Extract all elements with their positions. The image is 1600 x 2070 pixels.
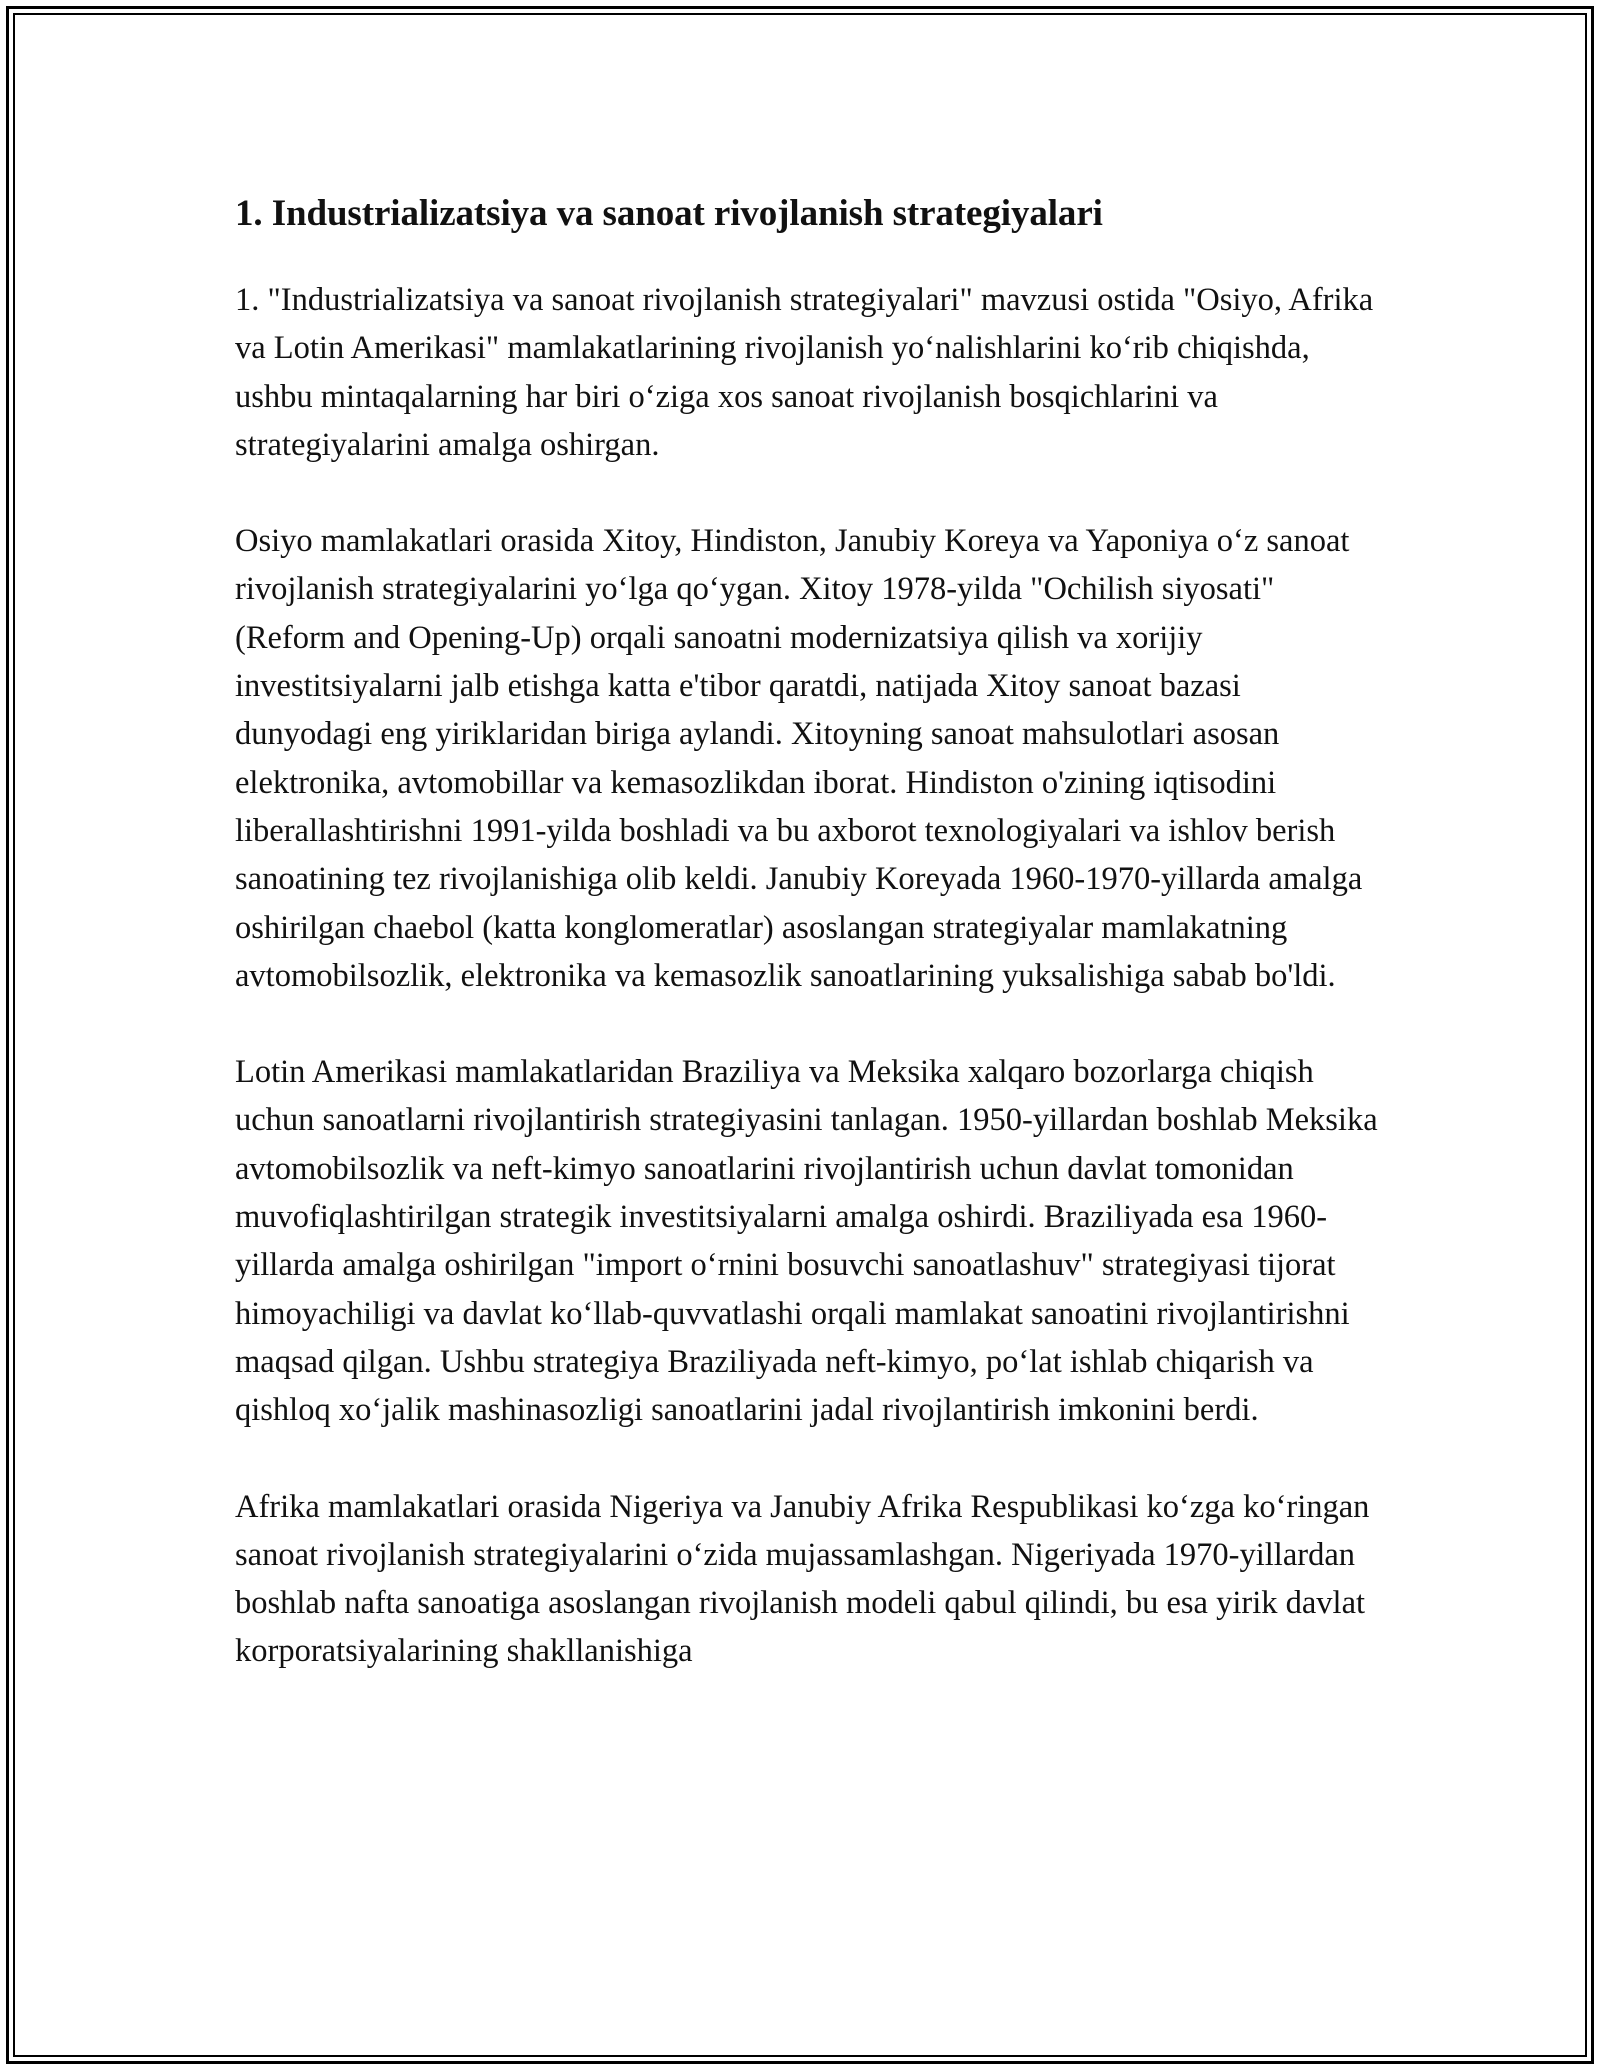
paragraph-intro: 1. "Industrializatsiya va sanoat rivojlanish strategiyalari" mavzusi ostida "Osiyo, Afrika va Lotin Amerikasi" mamlakatlarining rivojlanish yo‘nalishlarini ko‘rib chiqishda, ushbu mintaqalarning har biri o‘ziga xos sanoat rivojlanish bosqichlarini va strategiyalarini amalga oshirgan. bbox=[235, 282, 1374, 463]
section-heading: 1. Industrializatsiya va sanoat rivojlanish strategiyalari bbox=[235, 193, 1103, 234]
paragraph-latin-america: Lotin Amerikasi mamlakatlaridan Braziliya va Meksika xalqaro bozorlarga chiqish uchun sanoatlarni rivojlantirish strategiyasini tanlagan. 1950-yillardan boshlab Meksika avtomobilsozlik va neft-kimyo sanoatlarini rivojlantirish uchun davlat tomonidan muvofiqlashtirilgan strategik investitsiyalarni amalga oshirdi. Braziliyada esa 1960-yillarda amalga oshirilgan "import o‘rnini bosuvchi sanoatlashuv" strategiyasi tijorat himoyachiligi va davlat ko‘llab-quvvatlashi orqali mamlakat sanoatini rivojlantirishni maqsad qilgan. Ushbu strategiya Braziliyada neft-kimyo, po‘lat ishlab chiqarish va qishloq xo‘jalik mashinasozligi sanoatlarini jadal rivojlantirish imkonini berdi. bbox=[235, 1054, 1378, 1429]
paragraph-asia: Osiyo mamlakatlari orasida Xitoy, Hindiston, Janubiy Koreya va Yaponiya o‘z sanoat rivojlanish strategiyalarini yo‘lga qo‘ygan. Xitoy 1978-yilda "Ochilish siyosati" (Reform and Opening-Up) orqali sanoatni modernizatsiya qilish va xorijiy investitsiyalarni jalb etishga katta e'tibor qaratdi, natijada Xitoy sanoat bazasi dunyodagi eng yiriklaridan biriga aylandi. Xitoyning sanoat mahsulotlari asosan elektronika, avtomobillar va kemasozlikdan iborat. Hindiston o'zining iqtisodini liberallashtirishni 1991-yilda boshladi va bu axborot texnologiyalari va ishlov berish sanoatining tez rivojlanishiga olib keldi. Janubiy Koreyada 1960-1970-yillarda amalga oshirilgan chaebol (katta konglomeratlar) asoslangan strategiyalar mamlakatning avtomobilsozlik, elektronika va kemasozlik sanoatlarining yuksalishiga sabab bo'ldi. bbox=[235, 523, 1363, 994]
paragraph-africa: Afrika mamlakatlari orasida Nigeriya va Janubiy Afrika Respublikasi ko‘zga ko‘ringan sanoat rivojlanish strategiyalarini o‘zida mujassamlashgan. Nigeriyada 1970-yillardan boshlab nafta sanoatiga asoslangan rivojlanish modeli qabul qilindi, bu esa yirik davlat korporatsiyalarining shakllanishiga bbox=[235, 1488, 1370, 1670]
document-body bbox=[235, 186, 1385, 1724]
